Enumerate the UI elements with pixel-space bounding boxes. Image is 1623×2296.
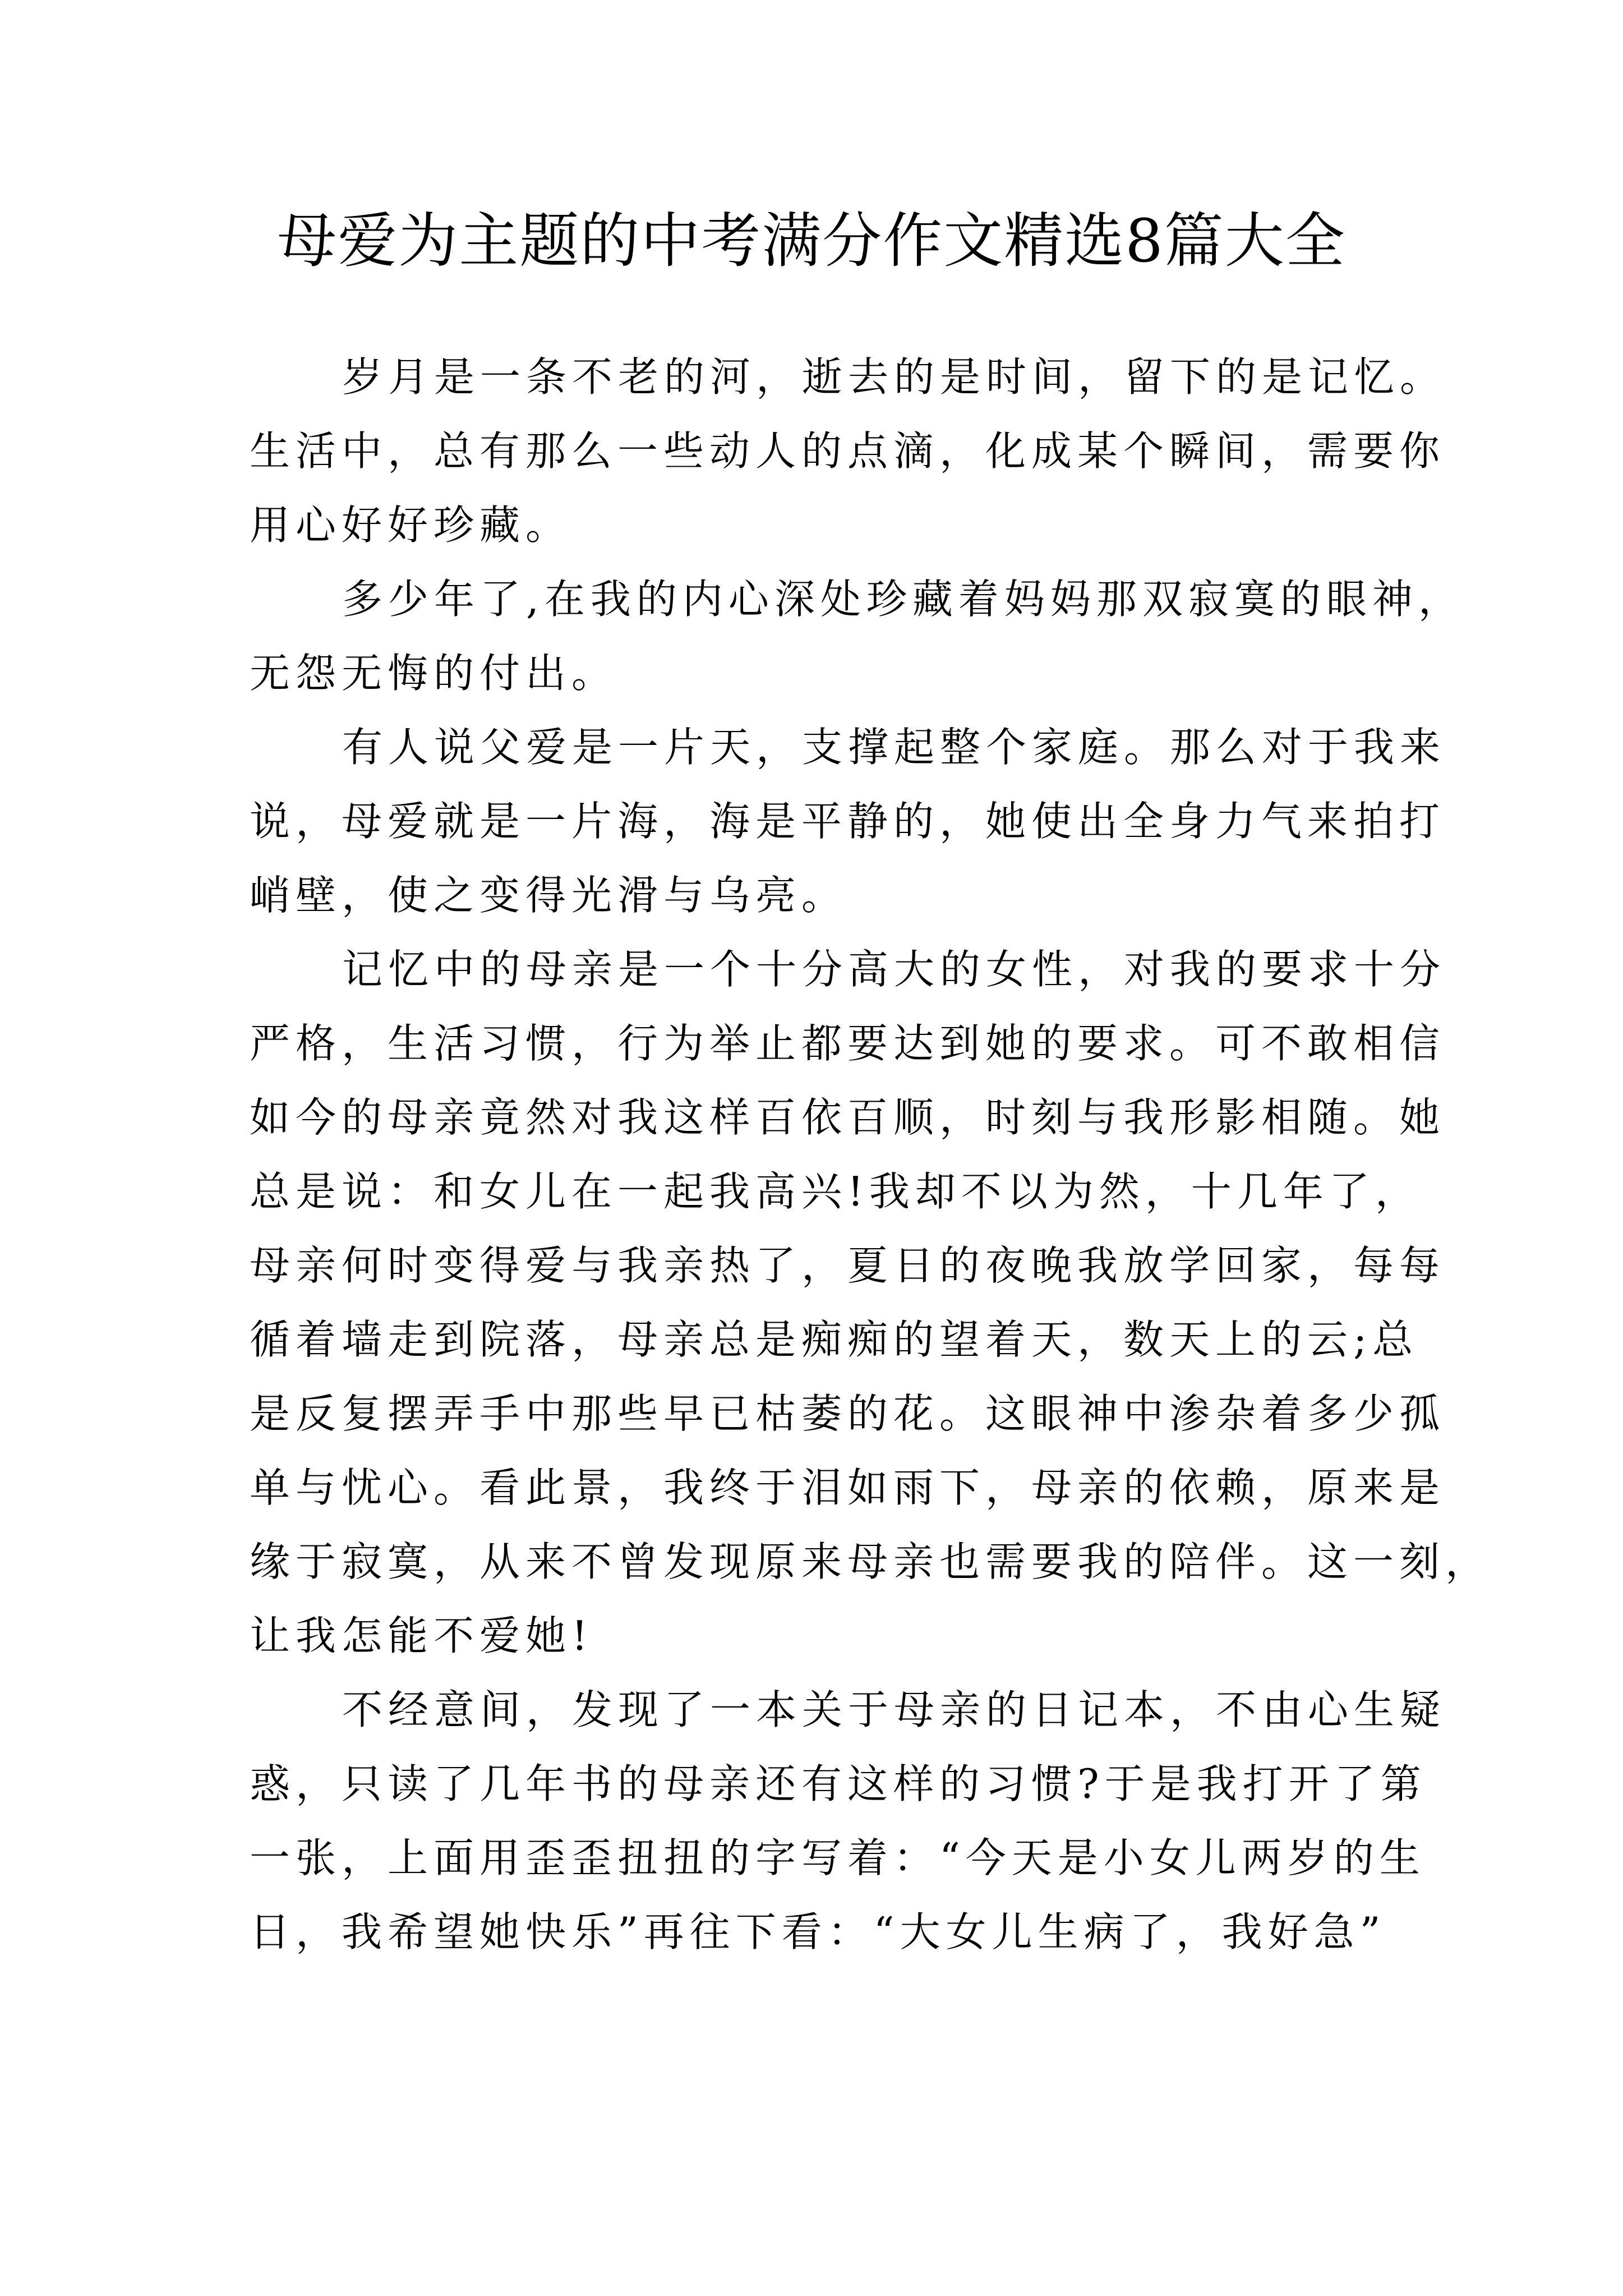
paragraph-line: 如今的母亲竟然对我这样百依百顺，时刻与我形影相随。她 [250,1094,1446,1141]
paragraph-line: 无怨无悔的付出。 [250,650,618,697]
paragraph-line: 记忆中的母亲是一个十分高大的女性，对我的要求十分 [342,946,1446,993]
document-title: 母爱为主题的中考满分作文精选8篇大全 [277,206,1346,275]
paragraph-line: 惑，只读了几年书的母亲还有这样的习惯?于是我打开了第 [250,1760,1427,1807]
document-body [250,340,1492,1969]
paragraph-line: 日，我希望她快乐”再往下看：“大女儿生病了，我好急” [250,1908,1386,1955]
paragraph-line: 不经意间，发现了一本关于母亲的日记本，不由心生疑 [342,1686,1446,1733]
paragraph-line: 有人说父爱是一片天，支撑起整个家庭。那么对于我来 [342,724,1446,771]
paragraph-line: 一张，上面用歪歪扭扭的字写着：“今天是小女儿两岁的生 [250,1834,1426,1881]
paragraph-line: 用心好好珍藏。 [250,501,572,549]
paragraph-line: 说，母爱就是一片海，海是平静的，她使出全身力气来拍打 [250,798,1446,845]
paragraph-line: 岁月是一条不老的河，逝去的是时间，留下的是记忆。 [342,353,1446,401]
paragraph-line: 峭壁，使之变得光滑与乌亮。 [250,872,848,919]
paragraph-line: 循着墙走到院落，母亲总是痴痴的望着天，数天上的云;总 [250,1316,1419,1363]
paragraph-line: 总是说：和女儿在一起我高兴!我却不以为然，十几年了， [250,1168,1421,1215]
paragraph-line: 母亲何时变得爱与我亲热了，夏日的夜晚我放学回家，每每 [250,1242,1446,1289]
paragraph-line: 生活中，总有那么一些动人的点滴，化成某个瞬间，需要你 [250,427,1446,475]
paragraph-line: 严格，生活习惯，行为举止都要达到她的要求。可不敢相信 [250,1020,1446,1067]
paragraph-line: 多少年了,在我的内心深处珍藏着妈妈那双寂寞的眼神， [342,576,1464,623]
paragraph-line: 缘于寂寞，从来不曾发现原来母亲也需要我的陪伴。这一刻， [250,1538,1492,1585]
paragraph-line: 单与忧心。看此景，我终于泪如雨下，母亲的依赖，原来是 [250,1464,1446,1511]
paragraph-line: 是反复摆弄手中那些早已枯萎的花。这眼神中渗杂着多少孤 [250,1390,1446,1437]
paragraph-line: 让我怎能不爱她! [250,1612,593,1659]
